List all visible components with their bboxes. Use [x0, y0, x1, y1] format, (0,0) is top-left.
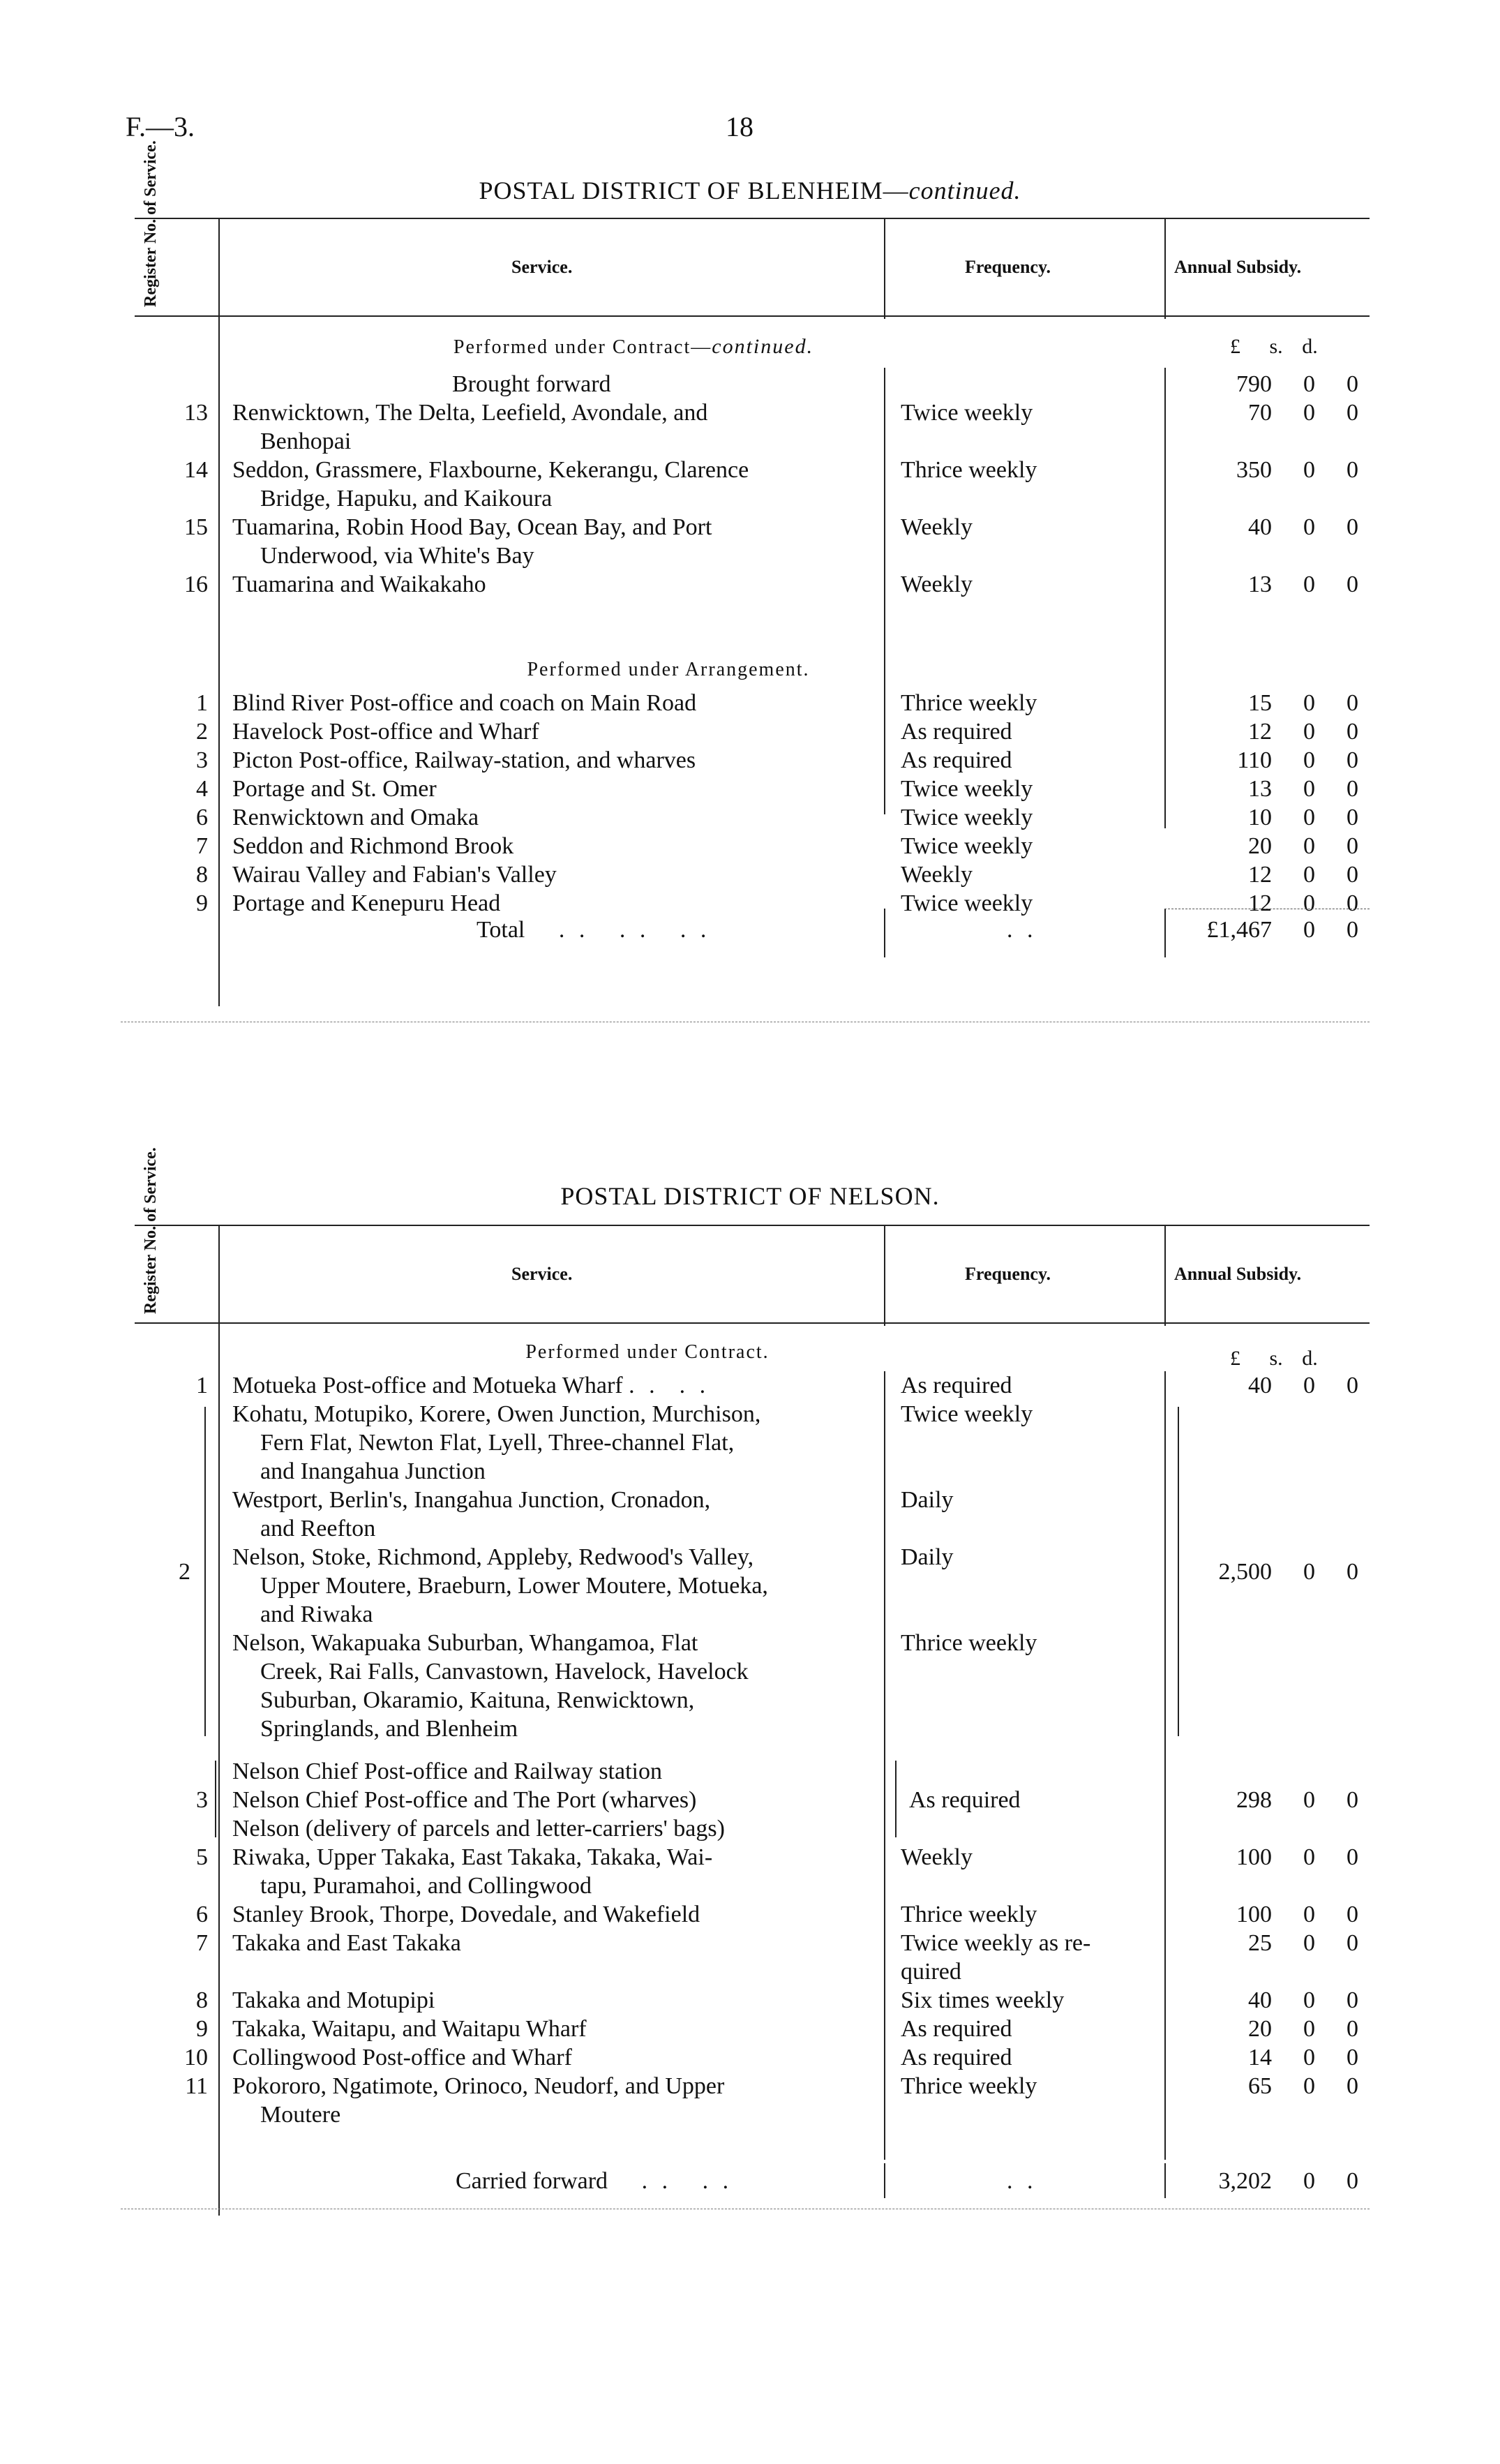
total-label-text: Total — [477, 917, 525, 943]
service-line: Renwicktown, The Delta, Leefield, Avondale, and — [232, 400, 708, 426]
pence: 0 — [1347, 1373, 1358, 1398]
pence: 0 — [1347, 890, 1358, 916]
service-label: Blind River Post-office and coach on Main Road — [232, 690, 697, 716]
service-line: Tuamarina and Waikakaho — [232, 572, 486, 597]
service-line: Nelson, Stoke, Richmond, Appleby, Redwood's Valley, — [232, 1544, 754, 1570]
shillings: 0 — [1303, 776, 1315, 802]
pounds: 15 — [1248, 690, 1272, 716]
pence: 0 — [1347, 862, 1358, 888]
pence: 0 — [1347, 514, 1358, 540]
frequency-label: Twice weekly — [901, 890, 1033, 916]
contract-caption — [30, 1340, 1265, 1364]
service-text — [232, 803, 996, 832]
register-number: 4 — [196, 776, 208, 802]
subsidy-amount — [1181, 689, 1370, 717]
service-line-2: Moutere — [260, 2102, 341, 2128]
service-text — [232, 1786, 996, 1814]
frequency-label-2: quired — [901, 1959, 961, 1985]
pounds: 12 — [1248, 862, 1272, 888]
shillings: 0 — [1303, 719, 1315, 745]
left-brace — [215, 1761, 216, 1837]
service-label: Renwicktown and Omaka — [232, 805, 479, 830]
leader-dots: . . . . . . — [558, 917, 711, 943]
contract-caption-suffix: continued. — [712, 335, 814, 358]
frequency-label: As required — [909, 1787, 1021, 1813]
register-number: 7 — [196, 833, 208, 859]
register-number: 8 — [196, 862, 208, 888]
pounds: 40 — [1248, 514, 1272, 540]
frequency-label: As required — [901, 747, 1012, 773]
frequency-label: Daily — [901, 1544, 954, 1570]
pounds: 40 — [1248, 1373, 1272, 1398]
service-text — [232, 1543, 996, 1629]
service-text — [232, 1814, 996, 1843]
service-label: Portage and Kenepuru Head — [232, 890, 501, 916]
subsidy-column-header: Annual Subsidy. — [1174, 1264, 1302, 1284]
pounds: 790 — [1236, 371, 1272, 397]
frequency — [901, 1543, 1131, 1571]
service-label: Picton Post-office, Railway-station, and wharves — [232, 747, 696, 773]
frequency-label: Weekly — [901, 862, 973, 888]
register-column-rule — [218, 1225, 220, 2216]
subsidy-column-header: Annual Subsidy. — [1174, 257, 1302, 277]
pence: 0 — [1347, 1930, 1358, 1956]
register-number: 16 — [184, 572, 208, 597]
frequency — [901, 689, 1131, 717]
subsidy-amount — [1181, 860, 1370, 889]
pence: 0 — [1347, 917, 1358, 943]
pounds: 20 — [1248, 833, 1272, 859]
frequency-label: Weekly — [901, 514, 973, 540]
frequency — [901, 746, 1131, 775]
frequency — [901, 2015, 1131, 2043]
service-text — [232, 1400, 996, 1486]
subsidy-amount — [1181, 513, 1370, 542]
register-number: 3 — [196, 1787, 208, 1813]
frequency — [901, 1486, 1131, 1514]
service-text — [232, 889, 996, 918]
pounds: 298 — [1236, 1787, 1272, 1813]
pounds: 65 — [1248, 2073, 1272, 2099]
units-header — [1230, 1347, 1318, 1371]
pounds-unit: £ — [1230, 335, 1240, 358]
right-brace — [895, 1761, 897, 1837]
register-number: 15 — [184, 514, 208, 540]
service-text — [232, 860, 996, 889]
pence: 0 — [1347, 747, 1358, 773]
amount-left-rule — [1164, 1371, 1166, 2160]
frequency-label: As required — [901, 719, 1012, 745]
frequency-label: Twice weekly — [901, 833, 1033, 859]
pence: 0 — [1347, 805, 1358, 830]
frequency — [901, 1371, 1131, 1400]
blenheim-title-main: POSTAL DISTRICT OF BLENHEIM— — [479, 177, 909, 204]
frequency — [901, 570, 1131, 599]
service-label: Seddon and Richmond Brook — [232, 833, 514, 859]
nelson-title: POSTAL DISTRICT OF NELSON. — [560, 1182, 940, 1210]
pence: 0 — [1347, 2168, 1358, 2194]
service-line: Takaka, Waitapu, and Waitapu Wharf — [232, 2016, 587, 2042]
frequency-label: Twice weekly — [901, 1401, 1033, 1427]
frequency — [901, 889, 1131, 918]
frequency-label: Twice weekly — [901, 400, 1033, 426]
register-number: 2 — [196, 719, 208, 745]
subsidy-amount — [1181, 398, 1370, 427]
register-column-header: Register No. of Service. — [142, 1147, 160, 1314]
shillings: 0 — [1303, 1987, 1315, 2013]
service-line: Springlands, and Blenheim — [260, 1716, 518, 1742]
service-line: Collingwood Post-office and Wharf — [232, 2045, 572, 2070]
register-column-header: Register No. of Service. — [142, 140, 160, 307]
service-text — [232, 2015, 996, 2043]
service-label: Motueka Post-office and Motueka Wharf — [232, 1373, 623, 1398]
service-label: Portage and St. Omer — [232, 776, 437, 802]
register-number: 14 — [184, 457, 208, 483]
page-reference: F.—3. — [126, 111, 195, 142]
pounds: 20 — [1248, 2016, 1272, 2042]
total-amount — [1181, 916, 1370, 944]
service-label: Havelock Post-office and Wharf — [232, 719, 539, 745]
register-number: 9 — [196, 2016, 208, 2042]
frequency — [901, 775, 1131, 803]
service-label: Wairau Valley and Fabian's Valley — [232, 862, 557, 888]
service-line: Nelson, Wakapuaka Suburban, Whangamoa, Flat — [232, 1630, 698, 1656]
pounds: 10 — [1248, 805, 1272, 830]
register-number: 1 — [196, 1373, 208, 1398]
frequency-label: Thrice weekly — [901, 1630, 1037, 1656]
pounds: 350 — [1236, 457, 1272, 483]
pounds: 12 — [1248, 719, 1272, 745]
service-text — [232, 832, 996, 860]
service-text — [232, 746, 996, 775]
left-brace — [204, 1407, 206, 1736]
subsidy-amount — [1181, 1786, 1370, 1814]
shillings: 0 — [1303, 862, 1315, 888]
service-line: Fern Flat, Newton Flat, Lyell, Three-channel Flat, — [260, 1430, 735, 1456]
register-number: 6 — [196, 1902, 208, 1927]
frequency-label: As required — [901, 2045, 1012, 2070]
service-text — [232, 513, 996, 570]
frequency-label: Thrice weekly — [901, 2073, 1037, 2099]
frequency — [901, 456, 1131, 484]
shillings: 0 — [1303, 1902, 1315, 1927]
frequency-label: Six times weekly — [901, 1987, 1065, 2013]
subsidy-amount — [1181, 456, 1370, 484]
carried-forward-text: Carried forward — [456, 2168, 608, 2194]
arrangement-caption — [51, 657, 1286, 681]
service-line-2: Underwood, via White's Bay — [260, 543, 534, 569]
service-text — [232, 398, 996, 456]
frequency — [901, 1843, 1131, 1872]
pounds: 14 — [1248, 2045, 1272, 2070]
service-label: Nelson (delivery of parcels and letter-carriers' bags) — [232, 1816, 725, 1842]
subsidy-amount — [1181, 1843, 1370, 1872]
subsidy-amount — [1181, 570, 1370, 599]
pounds: 25 — [1248, 1930, 1272, 1956]
shillings: 0 — [1303, 457, 1315, 483]
pence: 0 — [1347, 1559, 1358, 1585]
subsidy-amount — [1181, 2072, 1370, 2100]
service-line: Riwaka, Upper Takaka, East Takaka, Takaka, Wai- — [232, 1844, 713, 1870]
table-top-rule — [135, 218, 1370, 219]
service-line: Stanley Brook, Thorpe, Dovedale, and Wakefield — [232, 1902, 700, 1927]
frequency-label: Thrice weekly — [901, 1902, 1037, 1927]
shillings: 0 — [1303, 917, 1315, 943]
frequency — [901, 803, 1131, 832]
right-brace — [1178, 1407, 1179, 1736]
service-line: Upper Moutere, Braeburn, Lower Moutere, Motueka, — [260, 1573, 768, 1599]
cf-amount-rule — [1164, 2163, 1166, 2198]
service-text — [232, 456, 996, 513]
service-line: Creek, Rai Falls, Canvastown, Havelock, Havelock — [260, 1659, 749, 1685]
pounds: 40 — [1248, 1987, 1272, 2013]
frequency-label: Twice weekly — [901, 805, 1033, 830]
shillings: 0 — [1303, 371, 1315, 397]
subsidy-amount — [1181, 2043, 1370, 2072]
service-text — [232, 1843, 996, 1900]
register-number: 2 — [179, 1559, 190, 1585]
register-number: 5 — [196, 1844, 208, 1870]
pence: 0 — [1347, 1902, 1358, 1927]
register-number: 1 — [196, 690, 208, 716]
pounds-unit: £ — [1230, 1347, 1240, 1370]
frequency-label: Daily — [901, 1487, 954, 1513]
shillings: 0 — [1303, 1373, 1315, 1398]
pence: 0 — [1347, 1844, 1358, 1870]
frequency-column-header: Frequency. — [965, 1264, 1051, 1284]
brought-forward-label: Brought forward — [452, 371, 611, 397]
subsidy-amount — [1181, 1558, 1370, 1586]
shillings: 0 — [1303, 690, 1315, 716]
service-line: and Inangahua Junction — [260, 1458, 486, 1484]
frequency — [901, 2043, 1131, 2072]
pence: 0 — [1347, 400, 1358, 426]
service-text — [232, 1757, 996, 1786]
shillings-unit: s. — [1269, 1347, 1283, 1370]
frequency — [901, 1986, 1131, 2015]
frequency-label: Weekly — [901, 572, 973, 597]
pounds: 110 — [1237, 747, 1272, 773]
service-column-header: Service. — [511, 257, 573, 277]
service-text — [232, 775, 996, 803]
frequency-label: Thrice weekly — [901, 457, 1037, 483]
shillings: 0 — [1303, 400, 1315, 426]
register-number: 8 — [196, 1987, 208, 2013]
shillings: 0 — [1303, 572, 1315, 597]
service-line-2: tapu, Puramahoi, and Collingwood — [260, 1873, 592, 1899]
service-line: Takaka and East Takaka — [232, 1930, 461, 1956]
pence: 0 — [1347, 1987, 1358, 2013]
pounds: 100 — [1236, 1902, 1272, 1927]
service-label: Nelson Chief Post-office and The Port (wharves) — [232, 1787, 697, 1813]
pence-unit: d. — [1302, 1347, 1318, 1370]
frequency — [901, 717, 1131, 746]
frequency — [909, 1786, 1139, 1814]
service-line: and Riwaka — [260, 1601, 373, 1627]
service-text — [232, 1929, 996, 1957]
total-amount-rule — [1164, 909, 1166, 957]
register-number: 11 — [185, 2073, 208, 2099]
service-line: Kohatu, Motupiko, Korere, Owen Junction, Murchison, — [232, 1401, 761, 1427]
brought-forward-amount — [1181, 370, 1370, 398]
service-text — [232, 2043, 996, 2072]
header-bottom-rule — [135, 315, 1370, 317]
subsidy-amount — [1181, 832, 1370, 860]
pence: 0 — [1347, 2016, 1358, 2042]
service-column-header: Service. — [511, 1264, 573, 1284]
pounds: £1,467 — [1206, 917, 1272, 943]
service-line: Takaka and Motupipi — [232, 1987, 435, 2013]
pounds: 3,202 — [1218, 2168, 1272, 2194]
subsidy-amount — [1181, 1900, 1370, 1929]
pence: 0 — [1347, 2073, 1358, 2099]
frequency — [901, 2072, 1131, 2100]
service-label: Nelson Chief Post-office and Railway station — [232, 1759, 662, 1784]
shillings: 0 — [1303, 514, 1315, 540]
register-number: 7 — [196, 1930, 208, 1956]
frequency-label: Thrice weekly — [901, 690, 1037, 716]
service-line: Tuamarina, Robin Hood Bay, Ocean Bay, and Port — [232, 514, 712, 540]
register-number: 3 — [196, 747, 208, 773]
contract-caption-text: Performed under Contract— — [453, 336, 712, 358]
service-line: Pokororo, Ngatimote, Orinoco, Neudorf, and Upper — [232, 2073, 725, 2099]
shillings: 0 — [1303, 1559, 1315, 1585]
pence: 0 — [1347, 1787, 1358, 1813]
pence: 0 — [1347, 833, 1358, 859]
service-text: Motueka Post-office and Motueka Wharf . . . . — [232, 1373, 710, 1398]
frequency — [901, 860, 1131, 889]
subsidy-amount — [1181, 717, 1370, 746]
pence: 0 — [1347, 690, 1358, 716]
register-number: 6 — [196, 805, 208, 830]
contract-caption — [16, 335, 1251, 359]
pence-unit: d. — [1302, 335, 1318, 358]
frequency-label: Weekly — [901, 1844, 973, 1870]
units-header — [1230, 335, 1318, 359]
service-line: and Reefton — [260, 1516, 376, 1541]
frequency-column-header: Frequency. — [965, 257, 1051, 277]
shillings: 0 — [1303, 2073, 1315, 2099]
register-number: 9 — [196, 890, 208, 916]
cf-frequency-rule — [884, 2163, 885, 2198]
shillings: 0 — [1303, 833, 1315, 859]
frequency — [901, 1900, 1131, 1929]
frequency — [901, 1929, 1131, 1986]
shillings: 0 — [1303, 1930, 1315, 1956]
table-top-rule — [135, 1225, 1370, 1226]
service-line: Suburban, Okaramio, Kaituna, Renwicktown, — [260, 1687, 695, 1713]
frequency-column-rule — [1164, 1225, 1166, 1326]
service-line-2: Bridge, Hapuku, and Kaikoura — [260, 486, 553, 512]
frequency-label: Twice weekly as re- — [901, 1930, 1091, 1956]
frequency — [901, 1400, 1131, 1428]
subsidy-amount — [1181, 889, 1370, 918]
arrangement-caption-text: Performed under Arrangement. — [527, 659, 810, 680]
service-text — [232, 1486, 996, 1543]
shillings: 0 — [1303, 747, 1315, 773]
service-text — [232, 1629, 996, 1743]
frequency-label: As required — [901, 1373, 1012, 1398]
carried-forward-amount — [1181, 2167, 1370, 2195]
contract-caption-text: Performed under Contract. — [525, 1341, 770, 1363]
pounds: 70 — [1248, 400, 1272, 426]
shillings: 0 — [1303, 890, 1315, 916]
frequency-label: As required — [901, 2016, 1012, 2042]
pence: 0 — [1347, 371, 1358, 397]
frequency — [901, 1629, 1131, 1657]
shillings: 0 — [1303, 1844, 1315, 1870]
service-text — [232, 2072, 996, 2129]
service-text — [232, 689, 996, 717]
shillings: 0 — [1303, 1787, 1315, 1813]
shillings-unit: s. — [1269, 335, 1283, 358]
shillings: 0 — [1303, 2045, 1315, 2070]
pounds: 13 — [1248, 776, 1272, 802]
service-column-rule — [884, 218, 885, 319]
shillings: 0 — [1303, 2168, 1315, 2194]
service-line-2: Benhopai — [260, 428, 352, 454]
pence: 0 — [1347, 719, 1358, 745]
service-text — [232, 1900, 996, 1929]
service-column-rule — [884, 1225, 885, 1326]
subsidy-amount — [1181, 775, 1370, 803]
register-number: 13 — [184, 400, 208, 426]
pounds: 100 — [1236, 1844, 1272, 1870]
subsidy-amount — [1181, 746, 1370, 775]
blenheim-title — [0, 176, 1500, 205]
page-number: 18 — [726, 111, 753, 142]
frequency-column-rule — [1164, 218, 1166, 319]
pounds: 12 — [1248, 890, 1272, 916]
shillings: 0 — [1303, 805, 1315, 830]
leader-dots: . . — [1007, 2168, 1037, 2194]
subsidy-amount — [1181, 1929, 1370, 1957]
header-bottom-rule — [135, 1322, 1370, 1324]
amount-left-rule — [1164, 368, 1166, 828]
carried-forward-label: Carried forward . . . . — [456, 2168, 733, 2194]
shillings: 0 — [1303, 2016, 1315, 2042]
pounds: 13 — [1248, 572, 1272, 597]
frequency — [901, 398, 1131, 427]
subsidy-amount — [1181, 2015, 1370, 2043]
frequency — [901, 832, 1131, 860]
pounds: 2,500 — [1218, 1559, 1272, 1585]
subsidy-amount — [1181, 803, 1370, 832]
pence: 0 — [1347, 572, 1358, 597]
total-frequency-rule — [884, 909, 885, 957]
subsidy-amount — [1181, 1986, 1370, 2015]
leader-dots: . . — [1007, 917, 1037, 943]
frequency — [901, 513, 1131, 542]
service-line: Westport, Berlin's, Inangahua Junction, Cronadon, — [232, 1487, 711, 1513]
subsidy-amount — [1181, 1371, 1370, 1400]
service-text — [232, 717, 996, 746]
blenheim-title-suffix: continued. — [908, 177, 1021, 204]
service-text — [232, 570, 996, 599]
service-line: Seddon, Grassmere, Flaxbourne, Kekerangu, Clarence — [232, 457, 749, 483]
register-number: 10 — [184, 2045, 208, 2070]
service-text — [232, 1986, 996, 2015]
pence: 0 — [1347, 2045, 1358, 2070]
pence: 0 — [1347, 776, 1358, 802]
frequency-label: Twice weekly — [901, 776, 1033, 802]
pence: 0 — [1347, 457, 1358, 483]
